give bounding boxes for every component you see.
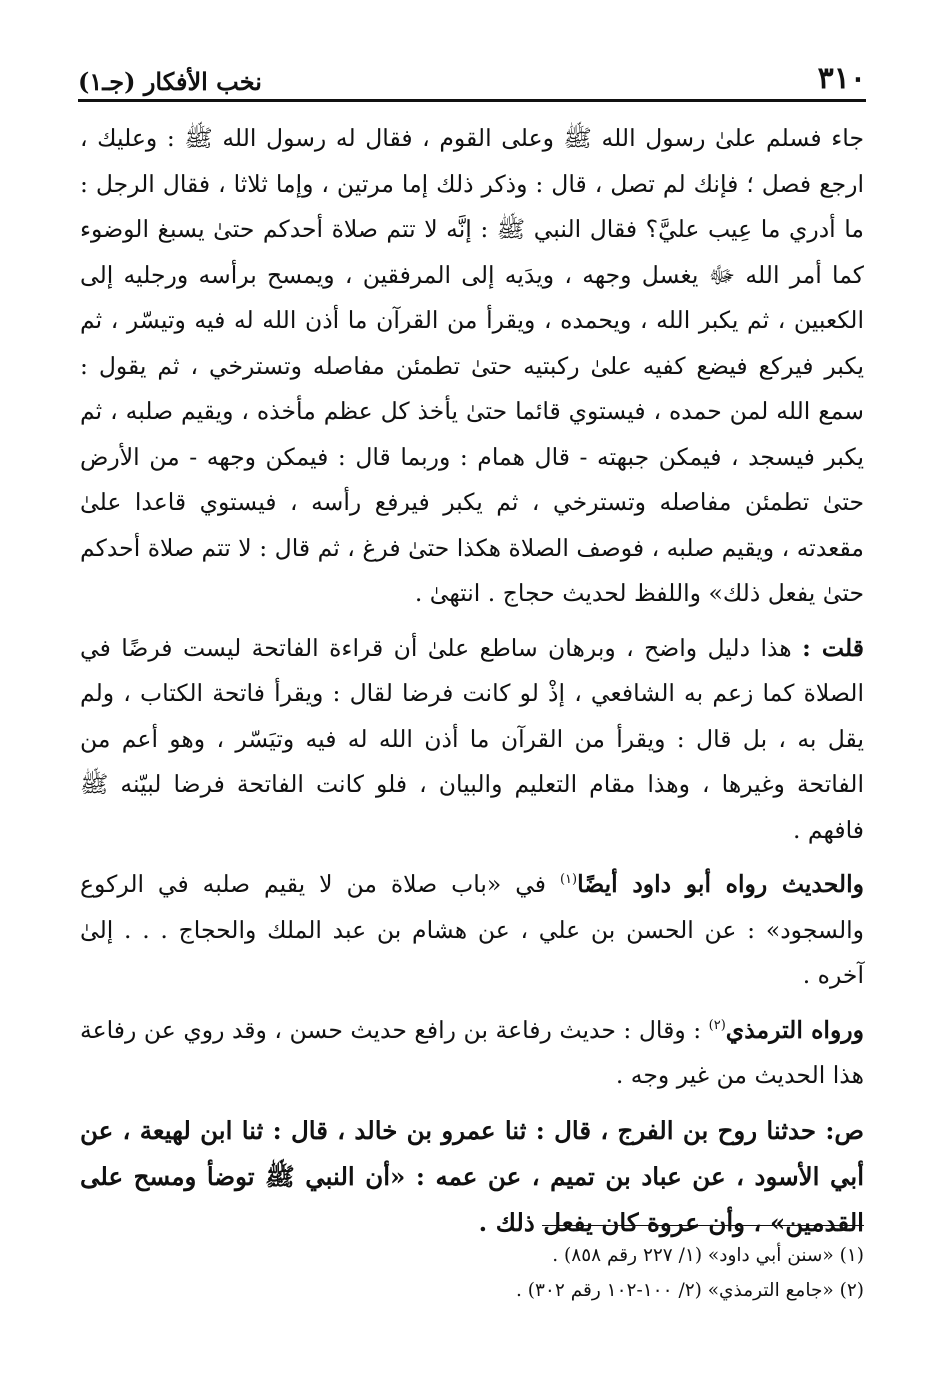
page-header <box>78 52 866 96</box>
footnote-ref[interactable]: (٢) <box>708 1017 726 1033</box>
hadith-continuation-paragraph <box>80 116 864 617</box>
footnote-rule <box>542 1225 864 1226</box>
paragraph-text: ص: حدثنا روح بن الفرج ، قال : ثنا عمرو بن خالد ، قال : ثنا ابن لهيعة ، عن أبي الأسود ، عن عباد بن تميم ، عن عمه : «أن النبي ﷺ توضأ ومسح على القدمين» ، وأن عروة كان يفعل ذلك . <box>80 1115 864 1237</box>
paragraph-text: : وقال : حديث رفاعة بن رافع حديث حسن ، وقد روي عن رفاعة هذا الحديث من غير وجه . <box>80 1015 864 1089</box>
paragraph-lead: والحديث رواه أبو داود أيضًا <box>577 870 864 898</box>
paragraph-lead: ورواه الترمذي <box>725 1015 864 1044</box>
footnote-ref[interactable]: (١) <box>559 872 578 888</box>
abu-dawud-paragraph <box>80 862 864 999</box>
tirmidhi-paragraph <box>80 1008 864 1099</box>
main-text <box>80 116 864 1246</box>
footnote-2: (٢) «جامع الترمذي» (٢/ ١٠٠-١٠٢ رقم ٣٠٢) . <box>516 1280 864 1301</box>
header-rule <box>78 99 866 102</box>
page-number: ٣١٠ <box>817 61 866 96</box>
paragraph-text: جاء فسلم علىٰ رسول الله ﷺ وعلى القوم ، فقال له رسول الله ﷺ : وعليك ، ارجع فصل ؛ فإنك لم تصل ، قال : وذكر ذلك إما مرتين ، وإما ثلاثا ، فقال الرجل : ما أدري ما عِيب عليَّ؟ فقال النبي ﷺ : إنَّه لا تتم صلاة أحدكم حتىٰ يسبغ الوضوء كما أمر الله ﷻ يغسل وجهه ، ويدَيه إلى المرفقين ، ويمسح برأسه ورجليه إلى الكعبين ، ثم يكبر الله ، ويحمده ، ويقرأ من القرآن ما أذن الله له فيه وتيسّر ، ثم يكبر فيركع فيضع كفيه علىٰ ركبتيه حتىٰ تطمئن مفاصله وتسترخي ، ثم يقول : سمع الله لمن حمده ، فيستوي قائما حتىٰ يأخذ كل عظم مأخذه ، ويقيم صلبه ، ثم يكبر فيسجد ، فيمكن جبهته - قال همام : وربما قال : فيمكن وجهه - من الأرض حتىٰ تطمئن مفاصله وتسترخي ، ثم يكبر فيرفع رأسه ، فيستوي قاعدا علىٰ مقعدته ، ويقيم صلبه ، فوصف الصلاة هكذا حتىٰ فرغ ، ثم قال : لا تتم صلاة أحدكم حتىٰ يفعل ذلك» واللفظ لحديث حجاج . انتهىٰ . <box>80 124 864 607</box>
commentary-paragraph <box>80 626 864 854</box>
paragraph-text: في «باب صلاة من لا يقيم صلبه في الركوع والسجود» : عن الحسن بن علي ، عن هشام بن عبد الملك والحجاج . . . إلىٰ آخره . <box>80 870 864 989</box>
footnote-1: (١) «سنن أبي داود» (١/ ٢٢٧ رقم ٨٥٨) . <box>552 1245 864 1266</box>
running-title: نخب الأفكار (جـ١) <box>78 67 262 96</box>
paragraph-text: هذا دليل واضح ، وبرهان ساطع علىٰ أن قراءة الفاتحة ليست فرضًا في الصلاة كما زعم به الشافعي ، إذْ لو كانت فرضا لقال : ويقرأ فاتحة الكتاب ، ولم يقل به ، بل قال : ويقرأ من القرآن ما أذن الله له فيه وتيَسّر ، وهو أعم من الفاتحة وغيرها ، وهذا مقام التعليم والبيان ، فلو كانت الفاتحة فرضا لبيّنه ﷺ فافهم . <box>80 633 864 844</box>
footnotes <box>80 1238 864 1308</box>
paragraph-lead: قلت : <box>802 633 864 662</box>
